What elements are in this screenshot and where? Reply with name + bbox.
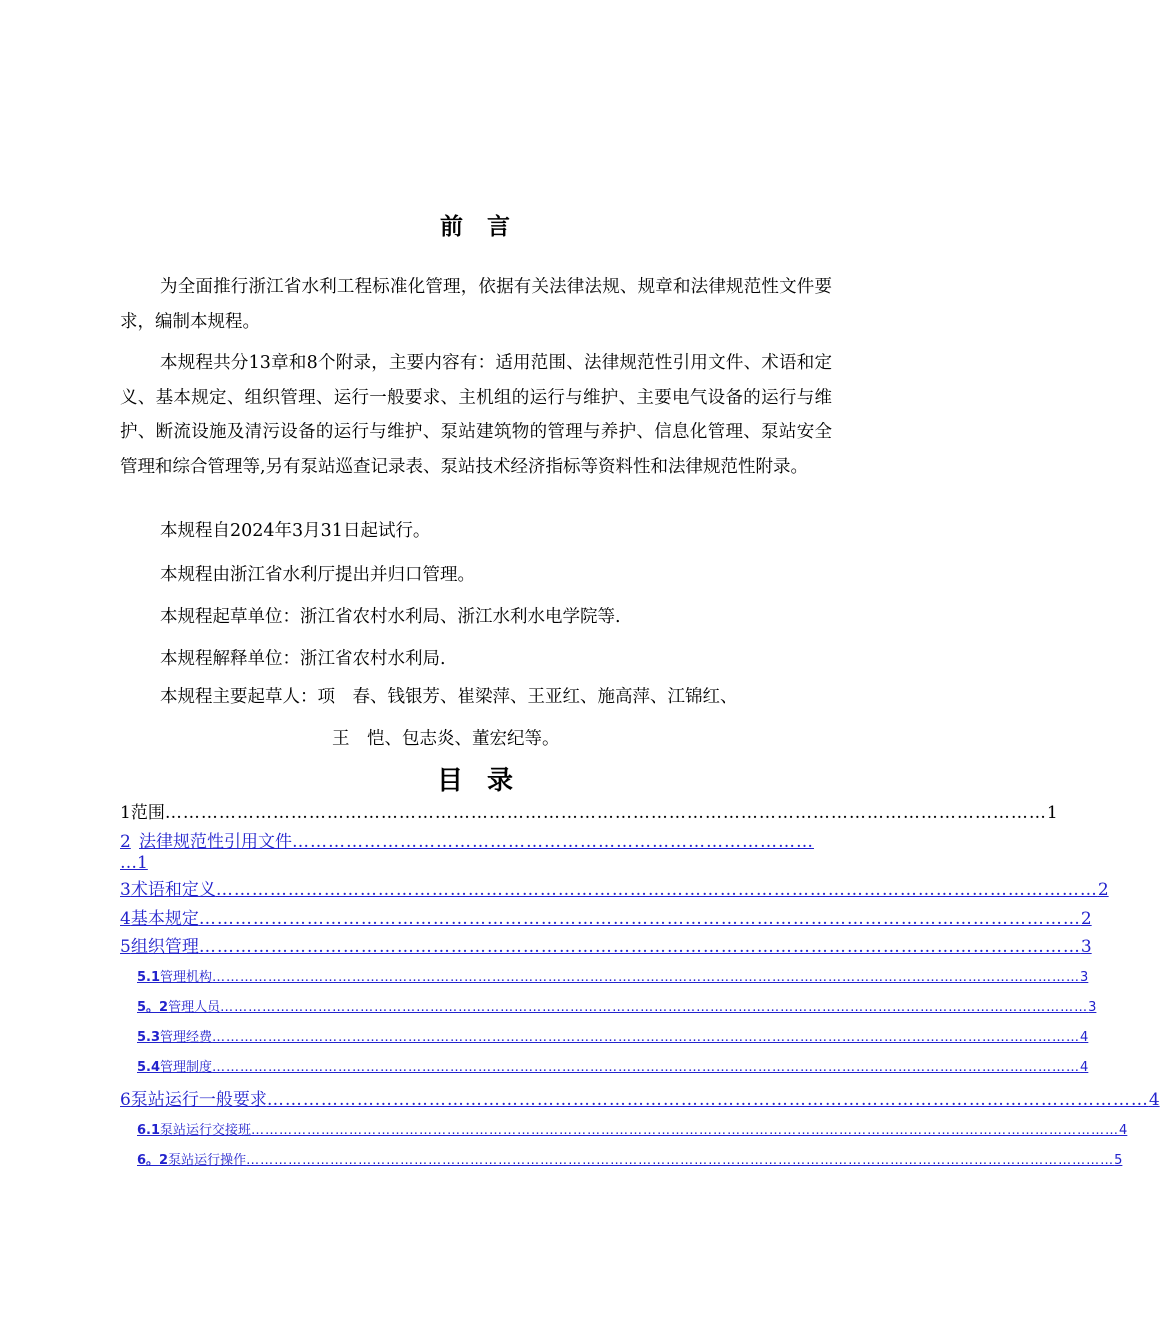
toc-entry-number: 4 bbox=[120, 909, 131, 929]
toc-entry-page: 4 bbox=[1119, 1123, 1128, 1138]
toc-entry-page: 1 bbox=[1046, 803, 1058, 823]
toc-entry-label: 范围 bbox=[130, 803, 165, 823]
toc-leader-dots: …………………………………………………………………………………………………………………………………………………………………… bbox=[212, 1060, 1081, 1075]
toc-entry-3[interactable] bbox=[120, 877, 1109, 901]
toc-entry-5-1[interactable] bbox=[137, 967, 1089, 987]
toc-entry-label: 管理制度 bbox=[160, 1060, 213, 1075]
preface-drafters-line2: 王 恺、包志炎、董宏纪等。 bbox=[332, 729, 560, 749]
toc-entry-page: 5 bbox=[1114, 1153, 1123, 1168]
toc-entry-label: 泵站运行交接班 bbox=[160, 1123, 252, 1138]
toc-entry-number: 6 bbox=[120, 1090, 131, 1110]
toc-leader-dots: ………………………………………………………………………………………………………………………………… bbox=[266, 1090, 1149, 1110]
toc-entry-label: 法律规范性引用文件 bbox=[139, 832, 292, 852]
toc-entry-number: 6.1 bbox=[137, 1123, 161, 1138]
toc-entry-2[interactable] bbox=[120, 829, 814, 853]
toc-entry-page: 4 bbox=[1148, 1090, 1160, 1110]
preface-title: 前言 bbox=[440, 214, 534, 240]
toc-entry-page: 2 bbox=[1097, 880, 1109, 900]
toc-leader-dots: …………………………………………………………………………………………………………………………………………………………………… bbox=[251, 1123, 1120, 1138]
toc-leader-dots: …………………………………………………………………………………………………………………………………………………………………… bbox=[246, 1153, 1115, 1168]
toc-entry-page: 3 bbox=[1088, 1000, 1097, 1015]
toc-entry-5-3[interactable] bbox=[137, 1027, 1089, 1047]
toc-entry-2-continuation[interactable] bbox=[120, 850, 160, 874]
preface-paragraph-purpose: 为全面推行浙江省水利工程标准化管理，依据有关法律法规、规章和法律规范性文件要求，编制本规程。 bbox=[120, 277, 832, 332]
toc-entry-label: 泵站运行一般要求 bbox=[130, 1090, 267, 1110]
toc-entry-label: 管理人员 bbox=[168, 1000, 221, 1015]
toc-entry-label: 管理机构 bbox=[160, 970, 213, 985]
toc-entry-label: 泵站运行操作 bbox=[168, 1153, 247, 1168]
toc-entry-6-1[interactable] bbox=[137, 1120, 1128, 1140]
toc-entry-6[interactable] bbox=[120, 1087, 1160, 1111]
toc-leader-dots: …………………………………………………………………………………………………………………………………………………………………… bbox=[212, 970, 1081, 985]
toc-entry-number: 5.3 bbox=[137, 1030, 161, 1045]
toc-entry-number: 5。2 bbox=[137, 1000, 169, 1015]
toc-leader-dots: ………………………………………………………………………………………………………………………………… bbox=[198, 909, 1081, 929]
toc-entry-number: 6。2 bbox=[137, 1153, 169, 1168]
toc-entry-number: 3 bbox=[120, 880, 131, 900]
toc-entry-page: 3 bbox=[1080, 937, 1092, 957]
toc-entry-label: 管理经费 bbox=[160, 1030, 213, 1045]
toc-leader-dots: …………………………………………………………………………… bbox=[292, 832, 814, 852]
toc-entry-5-2[interactable] bbox=[137, 997, 1097, 1017]
toc-leader-dots: ………………………………………………………………………………………………………………………………… bbox=[164, 803, 1047, 823]
toc-entry-number: 5.1 bbox=[137, 970, 161, 985]
toc-entry-4[interactable] bbox=[120, 906, 1092, 930]
preface-paragraph-interpretation-unit: 本规程解释单位：浙江省农村水利局. bbox=[160, 649, 446, 669]
toc-entry-number: 5 bbox=[120, 937, 131, 957]
preface-paragraph-contents: 本规程共分13章和8个附录，主要内容有：适用范围、法律规范性引用文件、术语和定义、基本规定、组织管理、运行一般要求、主机组的运行与维护、主要电气设备的运行与维护、断流设施及清污设备的运行与维护、泵站建筑物的管理与养护、信息化管理、泵站安全管理和综合管理等,另有泵站巡查记录表、泵站技术经济指标等资料性和法律规范性附录。 bbox=[120, 353, 832, 477]
toc-entry-number: 2 bbox=[120, 832, 131, 852]
toc-entry-6-2[interactable] bbox=[137, 1150, 1123, 1170]
toc-leader-dots: ………………………………………………………………………………………………………………………………… bbox=[215, 880, 1098, 900]
toc-leader-dots: …………………………………………………………………………………………………………………………………………………………………… bbox=[212, 1030, 1081, 1045]
toc-entry-5[interactable] bbox=[120, 934, 1092, 958]
toc-entry-page: 4 bbox=[1080, 1030, 1089, 1045]
toc-entry-number: 1 bbox=[120, 803, 131, 823]
preface-paragraph-effective-date: 本规程自2024年3月31日起试行。 bbox=[160, 521, 431, 541]
toc-entry-page: 1 bbox=[137, 853, 148, 873]
toc-entry-1[interactable] bbox=[120, 800, 1058, 824]
preface-paragraph-drafting-units: 本规程起草单位：浙江省农村水利局、浙江水利水电学院等. bbox=[160, 607, 621, 627]
preface-paragraph-authority: 本规程由浙江省水利厅提出并归口管理。 bbox=[160, 565, 475, 585]
toc-leader-dots: ………………………………………………………………………………………………………………………………… bbox=[198, 937, 1081, 957]
toc-entry-label: 组织管理 bbox=[130, 937, 199, 957]
preface-drafters-line1: 本规程主要起草人：项 春、钱银芳、崔梁萍、王亚红、施高萍、江锦红、 bbox=[160, 687, 738, 707]
toc-leader-dots: … bbox=[120, 853, 137, 873]
toc-entry-page: 4 bbox=[1080, 1060, 1089, 1075]
toc-entry-5-4[interactable] bbox=[137, 1057, 1089, 1077]
toc-entry-number: 5.4 bbox=[137, 1060, 161, 1075]
toc-entry-page: 3 bbox=[1080, 970, 1089, 985]
toc-entry-page: 2 bbox=[1080, 909, 1092, 929]
toc-leader-dots: …………………………………………………………………………………………………………………………………………………………………… bbox=[220, 1000, 1089, 1015]
toc-entry-label: 术语和定义 bbox=[130, 880, 216, 900]
toc-entry-label: 基本规定 bbox=[130, 909, 199, 929]
toc-title: 目录 bbox=[436, 766, 537, 796]
